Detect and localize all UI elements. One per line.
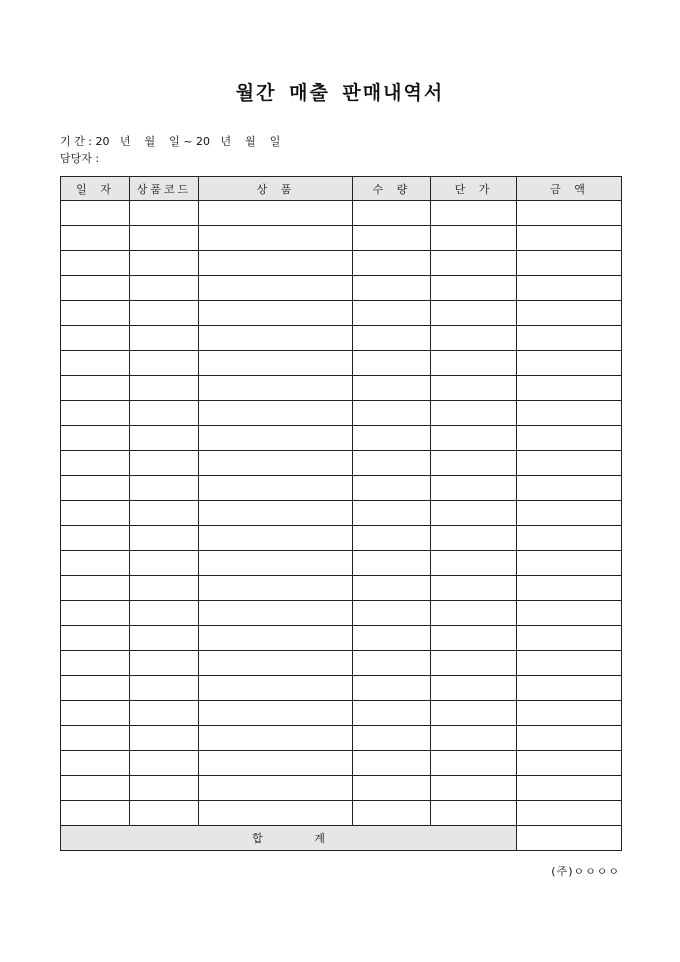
table-row	[61, 201, 622, 226]
table-row	[61, 401, 622, 426]
amount-cell	[517, 476, 622, 501]
quantity-cell	[353, 726, 431, 751]
product-code-cell	[130, 751, 199, 776]
table-body	[61, 201, 622, 826]
product-code-cell	[130, 601, 199, 626]
product-cell	[199, 451, 353, 476]
quantity-cell	[353, 426, 431, 451]
product-cell	[199, 776, 353, 801]
unit-price-cell	[431, 401, 517, 426]
unit-price-cell	[431, 276, 517, 301]
product-cell	[199, 376, 353, 401]
product-cell	[199, 251, 353, 276]
product-code-cell	[130, 476, 199, 501]
table-row	[61, 251, 622, 276]
date-cell	[61, 251, 130, 276]
product-cell	[199, 651, 353, 676]
table-row	[61, 301, 622, 326]
product-code-cell	[130, 526, 199, 551]
unit-price-cell	[431, 726, 517, 751]
table-row	[61, 651, 622, 676]
product-cell	[199, 551, 353, 576]
date-cell	[61, 576, 130, 601]
table-row	[61, 351, 622, 376]
quantity-cell	[353, 651, 431, 676]
unit-price-cell	[431, 476, 517, 501]
total-row	[61, 826, 622, 851]
amount-cell	[517, 326, 622, 351]
date-cell	[61, 426, 130, 451]
date-cell	[61, 651, 130, 676]
table-footer	[61, 826, 622, 851]
amount-cell	[517, 751, 622, 776]
product-code-cell	[130, 201, 199, 226]
product-code-cell	[130, 626, 199, 651]
table-row	[61, 501, 622, 526]
date-cell	[61, 701, 130, 726]
product-cell	[199, 426, 353, 451]
total-label: 합 계	[61, 826, 517, 851]
sales-ledger-table	[60, 176, 622, 851]
header-date: 일 자	[61, 177, 130, 201]
product-cell	[199, 601, 353, 626]
quantity-cell	[353, 201, 431, 226]
date-cell	[61, 526, 130, 551]
product-cell	[199, 526, 353, 551]
amount-cell	[517, 376, 622, 401]
product-cell	[199, 626, 353, 651]
amount-cell	[517, 551, 622, 576]
unit-price-cell	[431, 776, 517, 801]
product-cell	[199, 751, 353, 776]
table-row	[61, 426, 622, 451]
product-cell	[199, 801, 353, 826]
table-row	[61, 451, 622, 476]
quantity-cell	[353, 351, 431, 376]
product-code-cell	[130, 351, 199, 376]
product-code-cell	[130, 651, 199, 676]
quantity-cell	[353, 801, 431, 826]
date-cell	[61, 751, 130, 776]
unit-price-cell	[431, 451, 517, 476]
amount-cell	[517, 276, 622, 301]
unit-price-cell	[431, 801, 517, 826]
amount-cell	[517, 526, 622, 551]
quantity-cell	[353, 576, 431, 601]
date-cell	[61, 601, 130, 626]
table-row	[61, 326, 622, 351]
amount-cell	[517, 251, 622, 276]
unit-price-cell	[431, 201, 517, 226]
amount-cell	[517, 301, 622, 326]
period-line: 기 간 : 20 년 월 일 ~ 20 년 월 일	[60, 135, 281, 148]
table-row	[61, 751, 622, 776]
product-code-cell	[130, 226, 199, 251]
product-cell	[199, 701, 353, 726]
date-cell	[61, 776, 130, 801]
table-row	[61, 801, 622, 826]
quantity-cell	[353, 701, 431, 726]
date-cell	[61, 501, 130, 526]
quantity-cell	[353, 626, 431, 651]
amount-cell	[517, 726, 622, 751]
document-title: 월간 매출 판매내역서	[235, 82, 445, 104]
quantity-cell	[353, 226, 431, 251]
amount-cell	[517, 451, 622, 476]
table-row	[61, 626, 622, 651]
product-code-cell	[130, 326, 199, 351]
product-code-cell	[130, 551, 199, 576]
product-code-cell	[130, 576, 199, 601]
amount-cell	[517, 651, 622, 676]
product-code-cell	[130, 251, 199, 276]
quantity-cell	[353, 776, 431, 801]
product-code-cell	[130, 376, 199, 401]
date-cell	[61, 301, 130, 326]
table-row	[61, 701, 622, 726]
date-cell	[61, 801, 130, 826]
amount-cell	[517, 776, 622, 801]
product-code-cell	[130, 701, 199, 726]
quantity-cell	[353, 676, 431, 701]
product-code-cell	[130, 676, 199, 701]
product-cell	[199, 226, 353, 251]
quantity-cell	[353, 401, 431, 426]
product-cell	[199, 351, 353, 376]
date-cell	[61, 726, 130, 751]
header-quantity: 수 량	[353, 177, 431, 201]
unit-price-cell	[431, 501, 517, 526]
quantity-cell	[353, 526, 431, 551]
header-unit-price: 단 가	[431, 177, 517, 201]
unit-price-cell	[431, 251, 517, 276]
product-cell	[199, 676, 353, 701]
header-product: 상 품	[199, 177, 353, 201]
date-cell	[61, 676, 130, 701]
unit-price-cell	[431, 426, 517, 451]
date-cell	[61, 201, 130, 226]
amount-cell	[517, 676, 622, 701]
product-cell	[199, 326, 353, 351]
table-row	[61, 376, 622, 401]
quantity-cell	[353, 751, 431, 776]
product-code-cell	[130, 301, 199, 326]
header-row	[61, 177, 622, 201]
product-code-cell	[130, 776, 199, 801]
manager-line: 담당자 :	[60, 152, 100, 165]
unit-price-cell	[431, 226, 517, 251]
unit-price-cell	[431, 551, 517, 576]
table-row	[61, 551, 622, 576]
product-code-cell	[130, 501, 199, 526]
product-cell	[199, 301, 353, 326]
product-code-cell	[130, 451, 199, 476]
quantity-cell	[353, 276, 431, 301]
unit-price-cell	[431, 526, 517, 551]
unit-price-cell	[431, 651, 517, 676]
table-row	[61, 476, 622, 501]
unit-price-cell	[431, 751, 517, 776]
company-name: (주)ㅇㅇㅇㅇ	[551, 865, 620, 878]
amount-cell	[517, 401, 622, 426]
date-cell	[61, 401, 130, 426]
table-row	[61, 276, 622, 301]
unit-price-cell	[431, 676, 517, 701]
table-row	[61, 726, 622, 751]
table-row	[61, 601, 622, 626]
table-row	[61, 226, 622, 251]
table-row	[61, 776, 622, 801]
unit-price-cell	[431, 351, 517, 376]
quantity-cell	[353, 251, 431, 276]
amount-cell	[517, 701, 622, 726]
unit-price-cell	[431, 326, 517, 351]
product-cell	[199, 576, 353, 601]
date-cell	[61, 476, 130, 501]
unit-price-cell	[431, 301, 517, 326]
amount-cell	[517, 801, 622, 826]
header-product-code: 상품코드	[130, 177, 199, 201]
amount-cell	[517, 226, 622, 251]
total-amount-cell	[517, 826, 622, 851]
product-cell	[199, 726, 353, 751]
date-cell	[61, 326, 130, 351]
unit-price-cell	[431, 601, 517, 626]
date-cell	[61, 376, 130, 401]
quantity-cell	[353, 326, 431, 351]
unit-price-cell	[431, 576, 517, 601]
unit-price-cell	[431, 701, 517, 726]
quantity-cell	[353, 501, 431, 526]
date-cell	[61, 451, 130, 476]
date-cell	[61, 626, 130, 651]
table-header	[61, 177, 622, 201]
product-code-cell	[130, 426, 199, 451]
table-row	[61, 576, 622, 601]
amount-cell	[517, 576, 622, 601]
quantity-cell	[353, 601, 431, 626]
product-cell	[199, 401, 353, 426]
unit-price-cell	[431, 376, 517, 401]
product-code-cell	[130, 726, 199, 751]
product-cell	[199, 201, 353, 226]
amount-cell	[517, 626, 622, 651]
table-row	[61, 676, 622, 701]
amount-cell	[517, 501, 622, 526]
product-cell	[199, 501, 353, 526]
quantity-cell	[353, 476, 431, 501]
unit-price-cell	[431, 626, 517, 651]
date-cell	[61, 276, 130, 301]
quantity-cell	[353, 376, 431, 401]
header-amount: 금 액	[517, 177, 622, 201]
product-code-cell	[130, 276, 199, 301]
amount-cell	[517, 601, 622, 626]
product-code-cell	[130, 801, 199, 826]
date-cell	[61, 226, 130, 251]
product-code-cell	[130, 401, 199, 426]
quantity-cell	[353, 301, 431, 326]
date-cell	[61, 551, 130, 576]
amount-cell	[517, 351, 622, 376]
quantity-cell	[353, 551, 431, 576]
amount-cell	[517, 426, 622, 451]
amount-cell	[517, 201, 622, 226]
date-cell	[61, 351, 130, 376]
product-cell	[199, 476, 353, 501]
product-cell	[199, 276, 353, 301]
table-row	[61, 526, 622, 551]
quantity-cell	[353, 451, 431, 476]
